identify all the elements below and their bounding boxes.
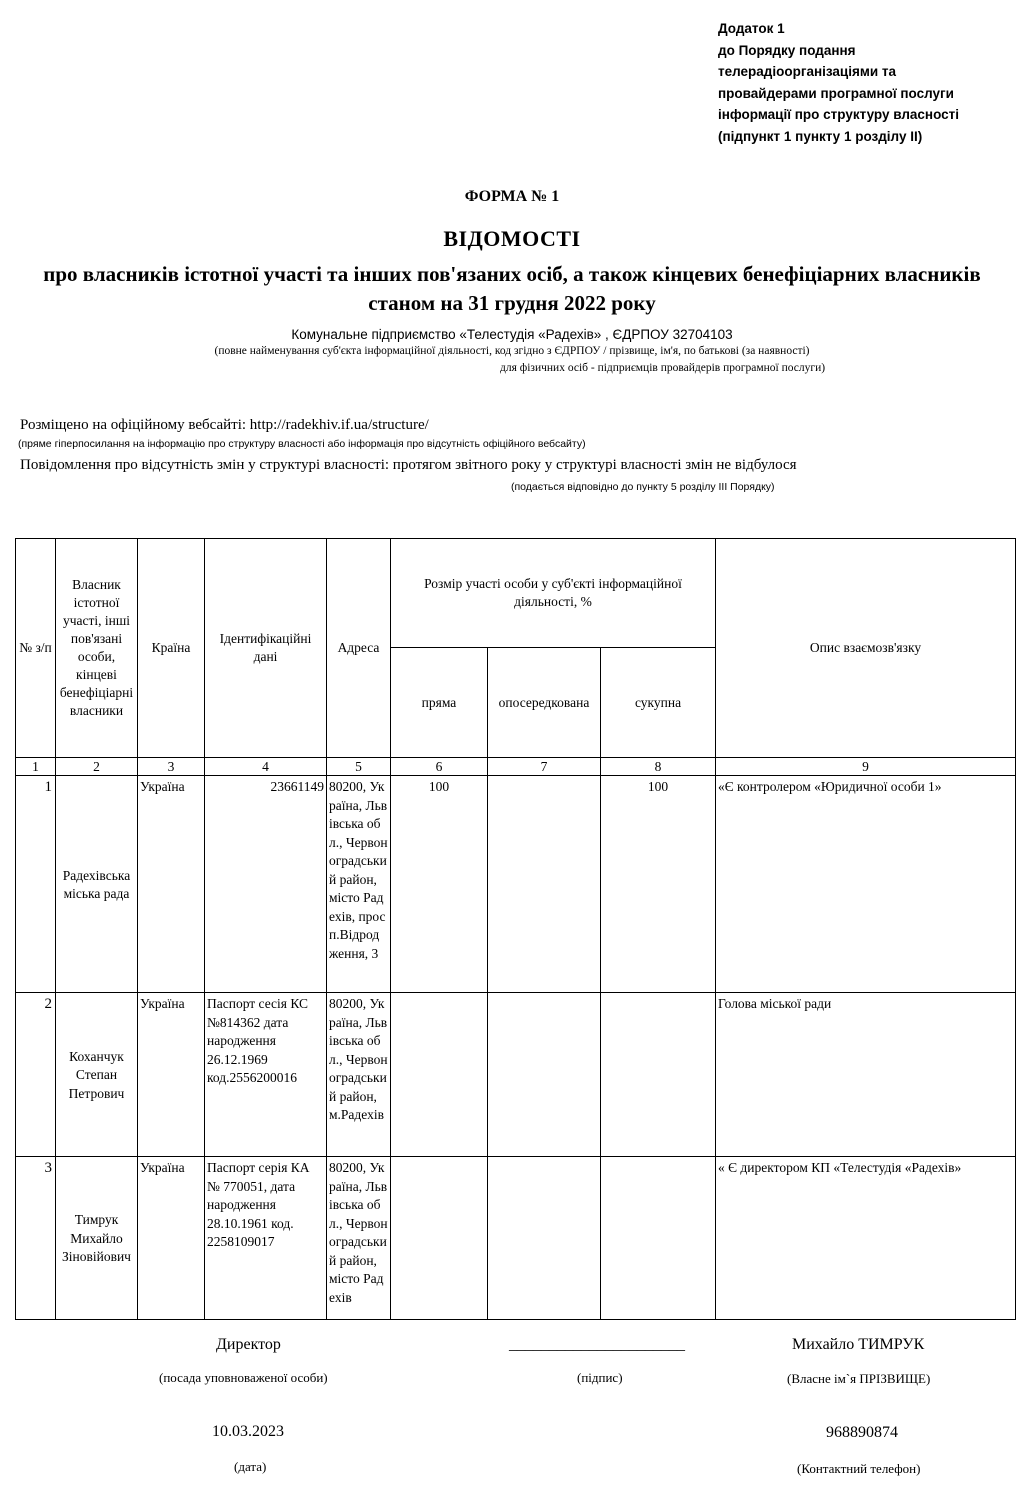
owner-ident: Паспорт сесія КС №814362 дата народження 26.12.1969 код.2556200016 [205,993,327,1157]
row-number: 2 [16,993,56,1157]
header-owner: Власник істотної участі, інші пов'язані особи, кінцеві бенефіціарні власники [56,539,138,758]
owner-name: Тимрук Михайло Зіновійович [56,1157,138,1320]
row-number: 1 [16,776,56,993]
table-row [16,776,1016,993]
website-hint: (пряме гіперпосилання на інформацію про структуру власності або інформація про відсутність офіційного вебсайту) [18,438,586,450]
entity-hint-continued: для фізичних осіб - підприємців провайдерів програмної послуги) [500,362,826,374]
owner-ident: Паспорт серія КА № 770051, дата народження 28.10.1961 код. 2258109017 [205,1157,327,1320]
annex-line: Додаток 1 [718,21,785,36]
form-title: ФОРМА № 1 [464,188,560,205]
share-total [601,1157,716,1320]
annex-line: провайдерами програмної послуги [718,85,954,101]
signer-position-hint: (посада уповноваженої особи) [159,1370,328,1385]
header-direct: пряма [391,648,488,758]
owner-country: Україна [138,776,205,993]
owner-country: Україна [138,1157,205,1320]
ownership-table [15,538,1016,1320]
column-number: 7 [488,758,601,776]
header-indirect: опосередкована [488,648,601,758]
annex-line: телерадіоорганізаціями та [718,64,896,79]
signature-date: 10.03.2023 [212,1423,284,1440]
relation-description: «Є контролером «Юридичної особи 1» [716,776,1016,993]
column-number: 9 [716,758,1016,776]
signer-name: Михайло ТИМРУК [792,1336,925,1353]
column-number: 5 [327,758,391,776]
page-title: ВІДОМОСТІ [443,226,581,251]
relation-description: « Є директором КП «Телестудія «Радехів» [716,1157,1016,1320]
phone-hint: (Контактний телефон) [797,1461,921,1476]
notice-hint: (подається відповідно до пункту 5 розділу III Порядку) [511,481,775,493]
header-num: № з/п [16,539,56,758]
header-share: Розмір участі особи у суб'єкті інформаційної діяльності, % [391,539,716,648]
relation-description: Голова міської ради [716,993,1016,1157]
column-number: 3 [138,758,205,776]
row-number: 3 [16,1157,56,1320]
share-direct [391,993,488,1157]
owner-name: Коханчук Степан Петрович [56,993,138,1157]
column-number: 2 [56,758,138,776]
column-number: 1 [16,758,56,776]
column-number: 4 [205,758,327,776]
share-indirect [488,1157,601,1320]
entity-name: Комунальне підприємство «Телестудія «Радехів» , ЄДРПОУ 32704103 [291,327,733,342]
header-address: Адреса [327,539,391,758]
table-row [16,993,1016,1157]
date-hint: (дата) [234,1459,267,1474]
changes-notice: Повідомлення про відсутність змін у структурі власності: протягом звітного року у структурі власності змін не відбулося [20,457,797,473]
column-number: 8 [601,758,716,776]
owner-ident: 23661149 [205,776,327,993]
annex-line: (підпункт 1 пункту 1 розділу II) [718,128,923,144]
signature-line: ______________________ [509,1336,685,1353]
contact-phone: 968890874 [826,1424,898,1441]
annex-line: інформації про структуру власності [718,107,960,122]
page-subtitle: про власників істотної участі та інших пов'язаних осіб, а також кінцевих бенефіціарних власників станом на 31 грудня 2022 року [43,262,981,315]
header-relation: Опис взаємозв'язку [716,539,1016,758]
share-total [601,993,716,1157]
signer-position: Директор [216,1336,281,1353]
column-number: 6 [391,758,488,776]
table-row [16,1157,1016,1320]
column-numbers-row [16,758,1016,776]
header-ident: Ідентифікаційні дані [205,539,327,758]
header-country: Країна [138,539,205,758]
share-indirect [488,776,601,993]
owner-address: 80200, Україна, Львівська обл., Червоноградський район, м.Радехів [329,996,388,1122]
share-indirect [488,993,601,1157]
owner-address: 80200, Україна, Львівська обл., Червоноградський район, місто Радехів [329,1160,388,1305]
website-line: Розміщено на офіційному вебсайті: http://radekhiv.if.ua/structure/ [20,417,429,433]
annex-block [718,18,1018,147]
share-direct [391,1157,488,1320]
header-total: сукупна [601,648,716,758]
signer-name-hint: (Власне ім`я ПРІЗВИЩЕ) [787,1371,931,1386]
share-direct: 100 [391,776,488,993]
annex-line: до Порядку подання [718,42,856,58]
signature-hint: (підпис) [577,1370,623,1385]
owner-name: Радехівська міська рада [56,776,138,993]
owner-country: Україна [138,993,205,1157]
share-total: 100 [601,776,716,993]
entity-hint: (повне найменування суб'єкта інформаційної діяльності, код згідно з ЄДРПОУ / прізвище, ім'я, по батькові (за наявності) [214,345,810,357]
owner-address: 80200, Україна, Львівська обл., Червоноградський район, місто Радехів, просп.Відродження, 3 [329,779,388,961]
